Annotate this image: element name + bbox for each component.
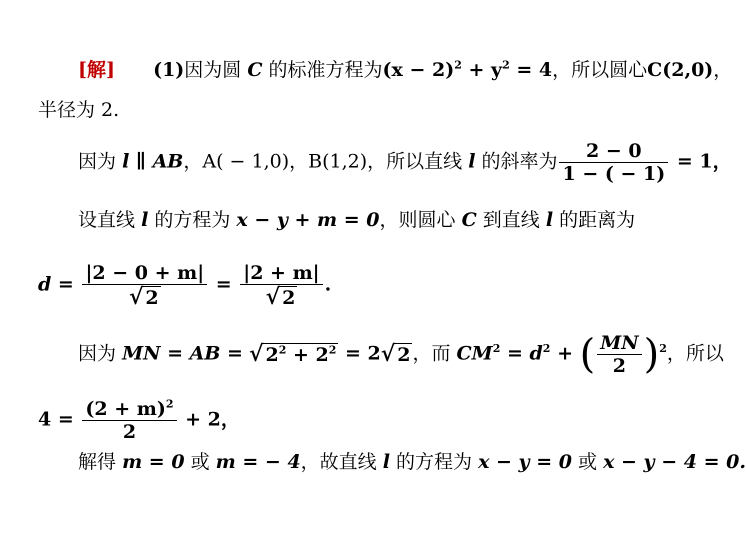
line-3: 因为 l ∥ AB，A( − 1,0)，B(1,2)，所以直线 l 的斜率为 $\frac{2 - 0}{1 - ( - 1)}$ = 1， — [78, 140, 732, 185]
distance-fraction-2: $\frac{|2 + m|}{√ 2}$ — [240, 262, 322, 309]
equation-fraction: $\frac{(2 + m)^2}{2}$ — [82, 398, 176, 443]
line-5-distance: d = $\frac{|2 - 0 + m|}{√ 2}$ = $\frac{|2 + m|}{√ 2}$ . — [38, 262, 332, 310]
sqrt-expression: √ $2^2 + 2^2$ — [249, 341, 337, 367]
line-4: 设直线 l 的方程为 x − y + m = 0，则圆心 C 到直线 l 的距离为 — [78, 209, 636, 231]
line-2: 半径为 2. — [38, 99, 120, 121]
distance-fraction-1: $\frac{|2 - 0 + m|}{√ 2}$ — [82, 262, 207, 309]
line-1: [解] (1)因为圆 C 的标准方程为$(x - 2)^2 + y^2 = 4$，所以圆心C(2,0)， — [78, 58, 733, 81]
line-7: 4 = $\frac{(2 + m)^2}{2}$ + 2， — [38, 397, 240, 443]
line-8: 解得 m = 0 或 m = − 4，故直线 l 的方程为 x − y = 0 或 x − y − 4 = 0. — [78, 451, 746, 473]
half-mn-fraction: $\frac{MN}{2}$ — [597, 332, 641, 377]
solution-tag: [解] — [78, 59, 115, 81]
slope-fraction: $\frac{2 - 0}{1 - ( - 1)}$ — [559, 140, 668, 185]
line-6: 因为 MN = AB = √ $2^2 + 2^2 = 2√$ 2 ，而 $CM^2 = d^2$ + ( $\frac{MN}{2}$ )$^2$，所以 — [78, 331, 724, 378]
